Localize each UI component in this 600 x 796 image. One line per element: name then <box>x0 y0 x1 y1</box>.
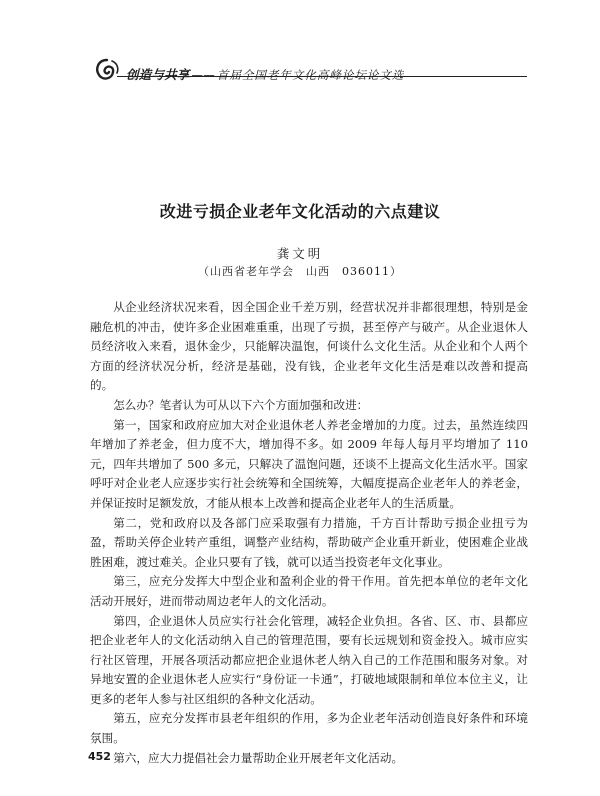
paragraph-first: 第一，国家和政府应加大对企业退休老人养老金增加的力度。过去，虽然连续四年增加了养老金，但力度不大，增加得不多。如 2009 年每人每月平均增加了 110元，四年共增加了 500 多元，只解决了温饱问题，还谈不上提高文化生活水平。国家呼吁对企业老人应逐步实行社会统筹和全国统筹，大幅度提高企业老年人的养老金，并保证按时足额发放，才能从根本上改善和提高企业老年人的生活质量。 <box>90 417 528 510</box>
header-separator: —— <box>191 68 215 82</box>
paragraph-second: 第二，党和政府以及各部门应采取强有力措施，千方百计帮助亏损企业扭亏为盈，帮助关停企业转产重组，调整产业结构，帮助破产企业重开新业，使困难企业战胜困难，渡过难关。企业只要有了钱，就可以适当投资老年文化事业。 <box>90 515 528 569</box>
paragraph-fourth: 第四，企业退休人员应实行社会化管理，减轻企业负担。各省、区、市、县都应把企业老年人的文化活动纳入自己的管理范围，要有长远规划和资金投入。城市应实行社区管理，开展各项活动都应把企业退休老人纳入自己的工作范围和服务对象。对异地安置的企业退休老人应实行“身份证一卡通”，打破地域限制和单位本位主义，让更多的老年人参与社区组织的各种文化活动。 <box>90 613 528 706</box>
header-title <box>126 65 404 83</box>
paragraph-third: 第三，应充分发挥大中型企业和盈利企业的骨干作用。首先把本单位的老年文化活动开展好，进而带动周边老年人的文化活动。 <box>90 574 528 608</box>
header-series: 创造与共享 <box>126 67 190 82</box>
paragraph-intro: 从企业经济状况来看，因全国企业千差万别，经营状况并非都很理想，特别是金融危机的冲击，使许多企业困难重重，出现了亏损，甚至停产与破产。从企业退休人员经济收入来看，退休金少，只能解决温饱，何谈什么文化生活。从企业和个人两个方面的经济状况分析，经济是基础，没有钱，企业老年文化生活是难以改善和提高的。 <box>90 300 528 393</box>
article-body <box>90 298 528 768</box>
swirl-logo-icon <box>92 57 122 85</box>
article-title: 改进亏损企业老年文化活动的六点建议 <box>159 202 441 221</box>
paragraph-sixth: 第六，应大力提倡社会力量帮助企业开展老年文化活动。 <box>113 750 404 765</box>
paragraph-fifth: 第五，应充分发挥市县老年组织的作用，多为企业老年活动创造良好条件和环境氛围。 <box>90 711 528 746</box>
header-rule <box>117 76 527 77</box>
page-number: 452 <box>88 750 111 763</box>
paragraph-question: 怎么办？笔者认为可从以下六个方面加强和改进： <box>113 397 369 412</box>
article-author: 龚文明 <box>276 246 324 261</box>
header-subtitle: 首届全国老年文化高峰论坛论文选 <box>216 68 405 82</box>
running-header <box>92 57 532 87</box>
article-affiliation: （山西省老年学会 山西 036011） <box>198 265 402 278</box>
